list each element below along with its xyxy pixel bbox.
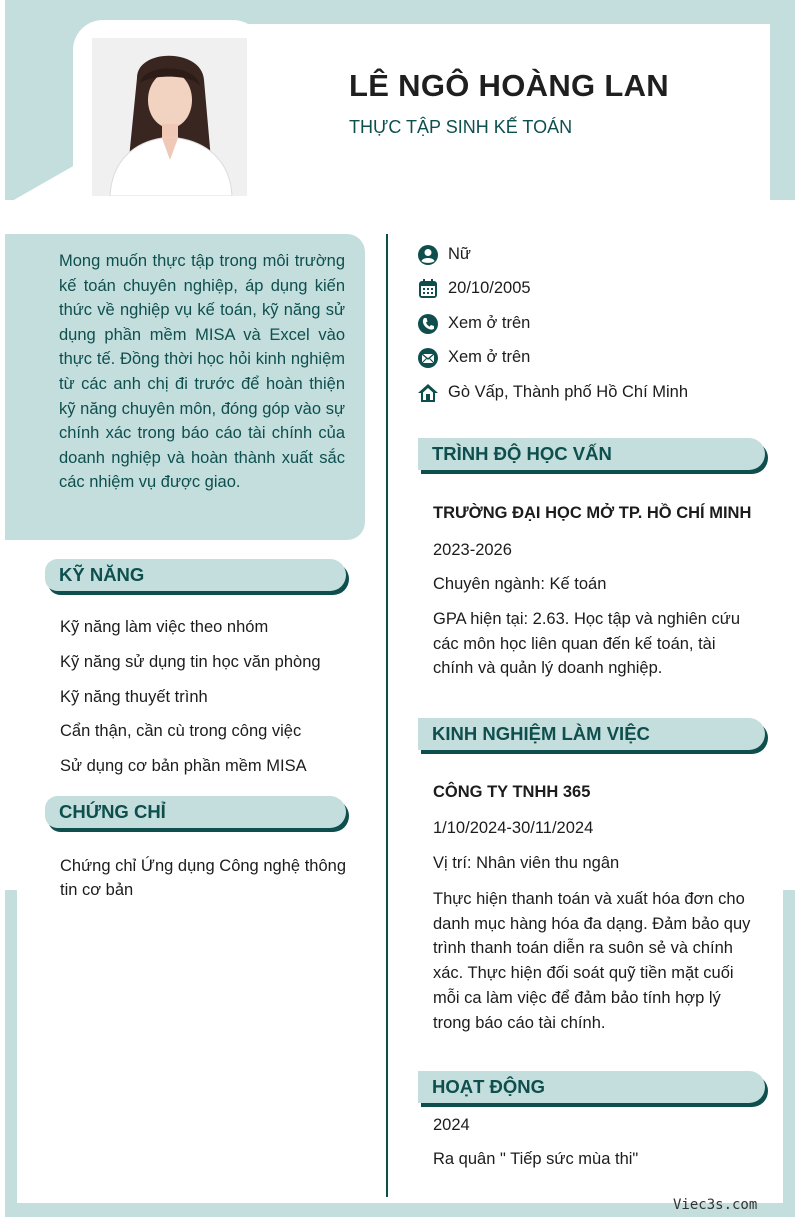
candidate-name: LÊ NGÔ HOÀNG LAN (349, 68, 669, 103)
calendar-icon (417, 278, 439, 300)
certificate-item: Chứng chỉ Ứng dụng Công nghệ thông tin cơ bản (60, 857, 346, 899)
skill-item: Kỹ năng sử dụng tin học văn phòng (60, 653, 321, 671)
activity-item: Ra quân " Tiếp sức mùa thi" (433, 1150, 639, 1168)
envelope-icon (417, 347, 439, 369)
certificates-heading-text: CHỨNG CHỈ (59, 801, 166, 822)
profile-photo (92, 38, 247, 196)
watermark-text: Viec3s.com (673, 1197, 758, 1213)
experience-position: Vị trí: Nhân viên thu ngân (433, 854, 620, 872)
phone-icon (417, 313, 439, 335)
header-inner-panel (245, 24, 770, 200)
skills-heading-text: KỸ NĂNG (59, 564, 145, 585)
skill-item: Kỹ năng làm việc theo nhóm (60, 618, 269, 636)
address-text: Gò Vấp, Thành phố Hồ Chí Minh (448, 383, 689, 401)
experience-period: 1/10/2024-30/11/2024 (433, 819, 594, 837)
email-text: Xem ở trên (448, 348, 531, 366)
education-description: GPA hiện tại: 2.63. Học tập và nghiên cứu các môn học liên quan đến kế toán, tài chính và quản lý doanh nghiệp. (433, 610, 741, 678)
company-name: CÔNG TY TNHH 365 (433, 783, 591, 801)
education-heading (418, 438, 765, 470)
job-title: THỰC TẬP SINH KẾ TOÁN (349, 117, 573, 137)
skills-heading (45, 559, 346, 591)
career-objective: Mong muốn thực tập trong môi trường kế toán chuyên nghiệp, áp dụng kiến thức về nghiệp vụ kế toán, kỹ năng sử dụng phần mềm MISA và Excel vào thực tế. Đồng thời học hỏi kinh nghiệm từ các anh chị đi trước để hoàn thiện kỹ năng chuyên môn, đóng góp vào sự chính xác trong báo cáo tài chính của doanh nghiệp và hoàn thành xuất sắc các nhiệm vụ được giao. (59, 252, 345, 492)
column-divider (386, 234, 388, 1197)
school-name: TRƯỜNG ĐẠI HỌC MỞ TP. HỒ CHÍ MINH (433, 504, 752, 522)
activities-heading (418, 1071, 765, 1103)
user-icon (417, 244, 439, 266)
skill-item: Sử dụng cơ bản phần mềm MISA (60, 757, 307, 775)
skill-item: Kỹ năng thuyết trình (60, 688, 208, 706)
certificates-heading (45, 796, 346, 828)
home-icon (417, 382, 439, 404)
experience-heading-text: KINH NGHIỆM LÀM VIỆC (432, 723, 650, 744)
skill-item: Cẩn thận, cần cù trong công việc (60, 722, 302, 740)
activity-year: 2024 (433, 1116, 470, 1134)
experience-heading (418, 718, 765, 750)
education-heading-text: TRÌNH ĐỘ HỌC VẤN (432, 443, 612, 464)
experience-description: Thực hiện thanh toán và xuất hóa đơn cho danh mục hàng hóa đa dạng. Đảm bảo quy trình thanh toán diễn ra suôn sẻ và chính xác. Thực hiện đối soát quỹ tiền mặt cuối mỗi ca làm việc để đảm bảo tính hợp lý trong báo cáo tài chính. (433, 890, 751, 1032)
education-major: Chuyên ngành: Kế toán (433, 575, 607, 593)
education-period: 2023-2026 (433, 541, 512, 559)
phone-text: Xem ở trên (448, 314, 531, 332)
gender-text: Nữ (448, 245, 471, 263)
frame-right-border (783, 890, 795, 1217)
birthday-text: 20/10/2005 (448, 279, 531, 297)
activities-heading-text: HOẠT ĐỘNG (432, 1076, 546, 1097)
frame-left-border (5, 890, 17, 1217)
